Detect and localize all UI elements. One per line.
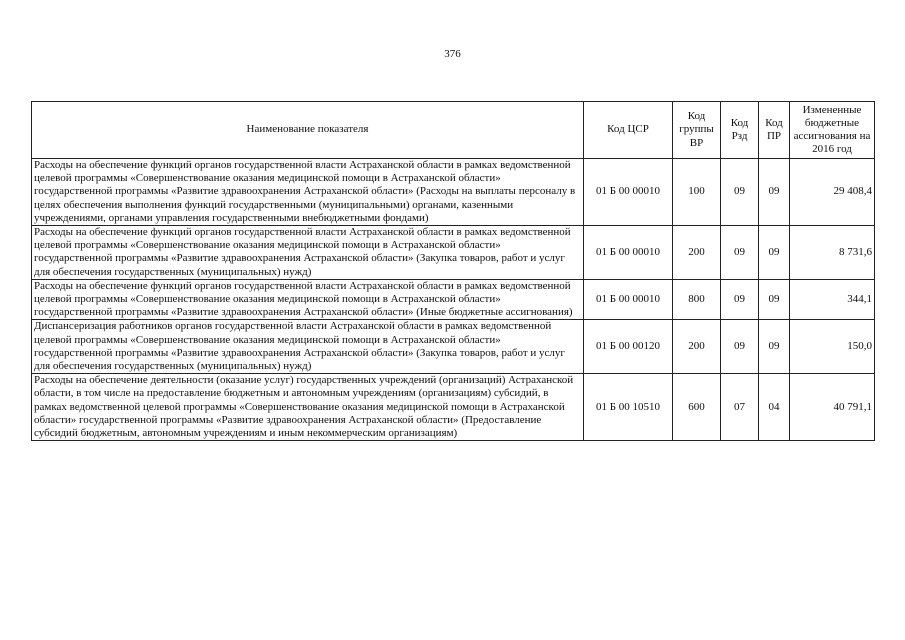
row-vr: 100 — [673, 159, 721, 226]
row-csr: 01 Б 00 00120 — [584, 320, 673, 374]
row-name: Расходы на обеспечение функций органов государственной власти Астраханской области в рамках ведомственной целевой программы «Совершенствование оказания медицинской помощи в Астраханской области» государственной программы «Развитие здравоохранения Астраханской области» (Закупка товаров, работ и услуг для обеспечения государственных (муниципальных) нужд) — [32, 226, 584, 280]
row-csr: 01 Б 00 10510 — [584, 374, 673, 441]
table-row — [32, 279, 875, 320]
table-row — [32, 226, 875, 280]
row-pr: 09 — [759, 279, 790, 320]
row-rzd: 09 — [721, 226, 759, 280]
row-vr: 600 — [673, 374, 721, 441]
table-row — [32, 374, 875, 441]
header-rzd: Код Рзд — [721, 102, 759, 159]
row-rzd: 07 — [721, 374, 759, 441]
row-csr: 01 Б 00 00010 — [584, 226, 673, 280]
header-sum: Измененные бюджетные ассигнования на 2016 год — [790, 102, 875, 159]
table-header-row — [32, 102, 875, 159]
row-sum: 40 791,1 — [790, 374, 875, 441]
row-csr: 01 Б 00 00010 — [584, 279, 673, 320]
header-vr: Код группы ВР — [673, 102, 721, 159]
row-name: Расходы на обеспечение функций органов государственной власти Астраханской области в рамках ведомственной целевой программы «Совершенствование оказания медицинской помощи в Астраханской области» государственной программы «Развитие здравоохранения Астраханской области» (Расходы на выплаты персоналу в целях обеспечения выполнения функций государственными (муниципальными) органами, казенными учреждениями, органами управления государственными внебюджетными фондами) — [32, 159, 584, 226]
row-name: Диспансеризация работников органов государственной власти Астраханской области в рамках ведомственной целевой программы «Совершенствование оказания медицинской помощи в Астраханской области» государственной программы «Развитие здравоохранения Астраханской области» (Закупка товаров, работ и услуг для обеспечения государственных (муниципальных) нужд) — [32, 320, 584, 374]
budget-table — [31, 101, 875, 441]
table-row — [32, 320, 875, 374]
row-rzd: 09 — [721, 279, 759, 320]
row-pr: 09 — [759, 320, 790, 374]
page-number: 376 — [444, 48, 461, 60]
row-name: Расходы на обеспечение деятельности (оказание услуг) государственных учреждений (организаций) Астраханской области, в том числе на предоставление бюджетным и автономным учреждениям (организациям) субсидий, в рамках ведомственной целевой программы «Совершенствование оказания медицинской помощи в Астраханской области» государственной программы «Развитие здравоохранения Астраханской области» (Предоставление субсидий бюджетным, автономным учреждениям и иным некоммерческим организациям) — [32, 374, 584, 441]
row-csr: 01 Б 00 00010 — [584, 159, 673, 226]
row-sum: 29 408,4 — [790, 159, 875, 226]
table-row — [32, 159, 875, 226]
row-vr: 200 — [673, 226, 721, 280]
row-vr: 800 — [673, 279, 721, 320]
row-rzd: 09 — [721, 159, 759, 226]
row-pr: 09 — [759, 159, 790, 226]
row-rzd: 09 — [721, 320, 759, 374]
row-name: Расходы на обеспечение функций органов государственной власти Астраханской области в рамках ведомственной целевой программы «Совершенствование оказания медицинской помощи в Астраханской области» государственной программы «Развитие здравоохранения Астраханской области» (Иные бюджетные ассигнования) — [32, 279, 584, 320]
header-name: Наименование показателя — [32, 102, 584, 159]
row-pr: 04 — [759, 374, 790, 441]
row-sum: 150,0 — [790, 320, 875, 374]
row-vr: 200 — [673, 320, 721, 374]
header-pr: Код ПР — [759, 102, 790, 159]
row-pr: 09 — [759, 226, 790, 280]
header-csr: Код ЦСР — [584, 102, 673, 159]
row-sum: 8 731,6 — [790, 226, 875, 280]
row-sum: 344,1 — [790, 279, 875, 320]
